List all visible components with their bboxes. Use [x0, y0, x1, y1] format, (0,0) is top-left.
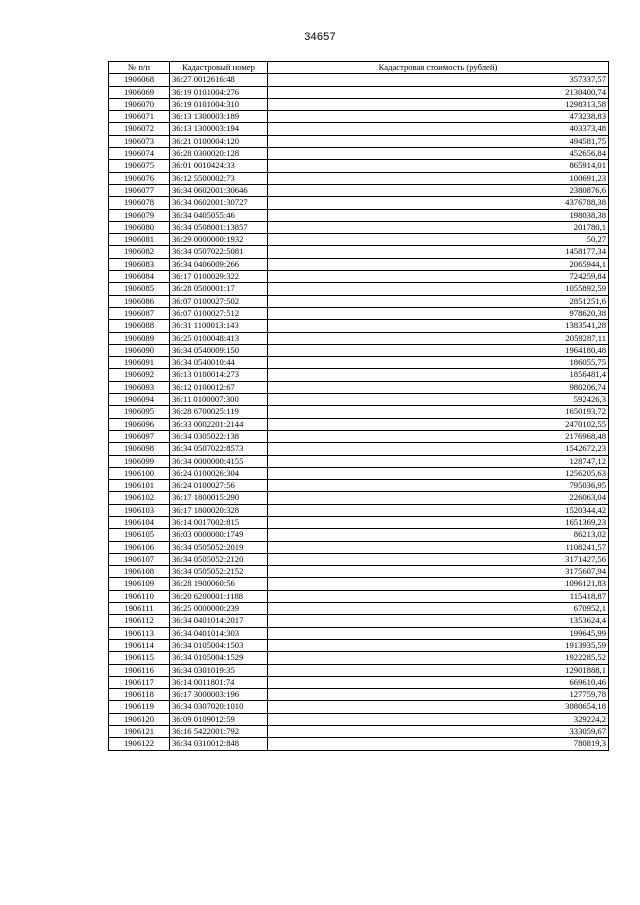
row-cadastral-number: 36:21 0100004:120 [170, 135, 268, 147]
row-cadastral-value: 669610,46 [268, 676, 609, 688]
row-cadastral-value: 1256205,63 [268, 467, 609, 479]
table-row [109, 639, 609, 651]
table-header-row [109, 62, 609, 74]
row-index: 1906099 [109, 455, 170, 467]
row-cadastral-value: 724259,84 [268, 271, 609, 283]
row-index: 1906106 [109, 541, 170, 553]
row-cadastral-value: 1651369,23 [268, 516, 609, 528]
table-row [109, 295, 609, 307]
row-index: 1906073 [109, 135, 170, 147]
table-row [109, 74, 609, 86]
table-row [109, 541, 609, 553]
row-cadastral-value: 4376788,38 [268, 197, 609, 209]
table-row [109, 369, 609, 381]
table-row [109, 320, 609, 332]
table-row [109, 578, 609, 590]
table-row [109, 492, 609, 504]
row-cadastral-number: 36:17 1800020:328 [170, 504, 268, 516]
row-index: 1906078 [109, 197, 170, 209]
row-index: 1906088 [109, 320, 170, 332]
row-cadastral-value: 473238,83 [268, 111, 609, 123]
row-cadastral-number: 36:34 0507022:8573 [170, 443, 268, 455]
table-row [109, 307, 609, 319]
table-row [109, 529, 609, 541]
row-cadastral-number: 36:25 0100048:413 [170, 332, 268, 344]
table-row [109, 430, 609, 442]
table-row [109, 418, 609, 430]
row-cadastral-value: 357337,57 [268, 74, 609, 86]
row-cadastral-value: 1913935,59 [268, 639, 609, 651]
table-row [109, 627, 609, 639]
row-index: 1906070 [109, 98, 170, 110]
row-cadastral-value: 12901888,1 [268, 664, 609, 676]
row-index: 1906071 [109, 111, 170, 123]
row-cadastral-number: 36:19 0101004:276 [170, 86, 268, 98]
table-row [109, 701, 609, 713]
table-row [109, 221, 609, 233]
row-cadastral-value: 3080654,18 [268, 701, 609, 713]
row-index: 1906081 [109, 234, 170, 246]
row-cadastral-value: 186055,75 [268, 357, 609, 369]
row-cadastral-value: 1542672,23 [268, 443, 609, 455]
row-cadastral-value: 199645,99 [268, 627, 609, 639]
row-cadastral-number: 36:34 0307020:1010 [170, 701, 268, 713]
table-row [109, 480, 609, 492]
row-cadastral-number: 36:14 0017002:815 [170, 516, 268, 528]
table-row [109, 566, 609, 578]
row-index: 1906093 [109, 381, 170, 393]
header-cadastral-number: Кадастровый номер [170, 62, 268, 74]
row-index: 1906076 [109, 172, 170, 184]
row-cadastral-number: 36:34 0401014:2017 [170, 615, 268, 627]
row-cadastral-number: 36:34 0305022:138 [170, 430, 268, 442]
table-row [109, 455, 609, 467]
row-index: 1906102 [109, 492, 170, 504]
table-row [109, 738, 609, 750]
row-index: 1906092 [109, 369, 170, 381]
row-cadastral-number: 36:28 0300020:128 [170, 148, 268, 160]
row-index: 1906121 [109, 726, 170, 738]
row-cadastral-number: 36:34 0602001:30646 [170, 184, 268, 196]
row-cadastral-number: 36:11 0100007:300 [170, 394, 268, 406]
row-index: 1906085 [109, 283, 170, 295]
page-number: 34657 [304, 31, 336, 43]
table-row [109, 160, 609, 172]
row-index: 1906118 [109, 689, 170, 701]
row-index: 1906122 [109, 738, 170, 750]
row-cadastral-number: 36:28 6700025:119 [170, 406, 268, 418]
row-cadastral-value: 1055892,59 [268, 283, 609, 295]
table-row [109, 98, 609, 110]
table-row [109, 406, 609, 418]
row-cadastral-number: 36:07 0100027:512 [170, 307, 268, 319]
row-index: 1906069 [109, 86, 170, 98]
row-cadastral-number: 36:07 0100027:502 [170, 295, 268, 307]
row-cadastral-value: 978620,38 [268, 307, 609, 319]
row-cadastral-value: 670952,1 [268, 603, 609, 615]
row-index: 1906072 [109, 123, 170, 135]
row-cadastral-number: 36:28 1900060:56 [170, 578, 268, 590]
table-row [109, 467, 609, 479]
row-index: 1906109 [109, 578, 170, 590]
table-row [109, 676, 609, 688]
table-row [109, 615, 609, 627]
row-cadastral-value: 1353624,4 [268, 615, 609, 627]
row-cadastral-value: 1108241,57 [268, 541, 609, 553]
row-cadastral-number: 36:28 0500001:17 [170, 283, 268, 295]
row-cadastral-value: 127759,78 [268, 689, 609, 701]
row-cadastral-number: 36:34 0406009:266 [170, 258, 268, 270]
row-cadastral-value: 1298313,58 [268, 98, 609, 110]
row-cadastral-value: 1520344,42 [268, 504, 609, 516]
table-row [109, 271, 609, 283]
row-cadastral-number: 36:34 0602001:30727 [170, 197, 268, 209]
table-row [109, 689, 609, 701]
header-cadastral-value: Кадастровая стоимость (рублей) [268, 62, 609, 74]
table-row [109, 86, 609, 98]
row-cadastral-number: 36:34 0505052:2019 [170, 541, 268, 553]
row-index: 1906095 [109, 406, 170, 418]
row-index: 1906119 [109, 701, 170, 713]
row-cadastral-value: 2130400,74 [268, 86, 609, 98]
table-row [109, 283, 609, 295]
table-row [109, 381, 609, 393]
row-cadastral-number: 36:34 0540010:44 [170, 357, 268, 369]
table-row [109, 652, 609, 664]
row-index: 1906110 [109, 590, 170, 602]
table-row [109, 246, 609, 258]
row-cadastral-number: 36:03 0000000:1749 [170, 529, 268, 541]
row-cadastral-value: 50,27 [268, 234, 609, 246]
row-index: 1906083 [109, 258, 170, 270]
table-row [109, 123, 609, 135]
row-cadastral-value: 403373,48 [268, 123, 609, 135]
row-cadastral-number: 36:17 3000003:196 [170, 689, 268, 701]
table-row [109, 172, 609, 184]
row-index: 1906111 [109, 603, 170, 615]
row-cadastral-number: 36:34 0301019:35 [170, 664, 268, 676]
row-cadastral-value: 1964180,48 [268, 344, 609, 356]
row-index: 1906115 [109, 652, 170, 664]
row-index: 1906117 [109, 676, 170, 688]
row-cadastral-number: 36:16 5422001:792 [170, 726, 268, 738]
row-index: 1906100 [109, 467, 170, 479]
row-cadastral-value: 980206,74 [268, 381, 609, 393]
table-row [109, 713, 609, 725]
row-index: 1906074 [109, 148, 170, 160]
row-cadastral-value: 333059,67 [268, 726, 609, 738]
table-row [109, 111, 609, 123]
table-row [109, 148, 609, 160]
row-cadastral-number: 36:34 0401014:303 [170, 627, 268, 639]
row-index: 1906104 [109, 516, 170, 528]
row-cadastral-value: 2059287,11 [268, 332, 609, 344]
row-index: 1906086 [109, 295, 170, 307]
row-index: 1906116 [109, 664, 170, 676]
table-row [109, 357, 609, 369]
table-row [109, 726, 609, 738]
table-row [109, 443, 609, 455]
table-row [109, 184, 609, 196]
row-cadastral-value: 2380876,6 [268, 184, 609, 196]
row-cadastral-value: 795036,95 [268, 480, 609, 492]
row-cadastral-value: 1922285,52 [268, 652, 609, 664]
row-cadastral-value: 329224,2 [268, 713, 609, 725]
row-cadastral-number: 36:31 1100013:143 [170, 320, 268, 332]
row-cadastral-value: 865914,01 [268, 160, 609, 172]
row-cadastral-number: 36:34 0105004:1529 [170, 652, 268, 664]
row-cadastral-value: 592426,3 [268, 394, 609, 406]
row-index: 1906089 [109, 332, 170, 344]
row-index: 1906107 [109, 553, 170, 565]
header-index: № п/п [109, 62, 170, 74]
table-row [109, 332, 609, 344]
row-cadastral-number: 36:34 0105004:1503 [170, 639, 268, 651]
table-row [109, 197, 609, 209]
row-index: 1906094 [109, 394, 170, 406]
row-cadastral-number: 36:12 5500002:73 [170, 172, 268, 184]
row-index: 1906090 [109, 344, 170, 356]
table-row [109, 504, 609, 516]
row-index: 1906080 [109, 221, 170, 233]
row-cadastral-value: 780819,3 [268, 738, 609, 750]
row-cadastral-number: 36:01 0010424:33 [170, 160, 268, 172]
row-cadastral-value: 128747,12 [268, 455, 609, 467]
table-row [109, 234, 609, 246]
row-index: 1906096 [109, 418, 170, 430]
row-cadastral-number: 36:13 1300003:194 [170, 123, 268, 135]
row-index: 1906084 [109, 271, 170, 283]
row-cadastral-number: 36:20 6200001:1188 [170, 590, 268, 602]
row-cadastral-number: 36:19 0101004:310 [170, 98, 268, 110]
table-body [109, 74, 609, 750]
row-cadastral-number: 36:12 0100012:67 [170, 381, 268, 393]
cadastral-value-table [108, 61, 609, 751]
row-cadastral-value: 1096121,83 [268, 578, 609, 590]
row-cadastral-number: 36:14 0011801:74 [170, 676, 268, 688]
row-cadastral-value: 3171427,56 [268, 553, 609, 565]
row-index: 1906120 [109, 713, 170, 725]
row-cadastral-number: 36:17 0100029:322 [170, 271, 268, 283]
row-index: 1906091 [109, 357, 170, 369]
table-row [109, 516, 609, 528]
row-cadastral-value: 452656,84 [268, 148, 609, 160]
row-cadastral-value: 198038,38 [268, 209, 609, 221]
table-row [109, 135, 609, 147]
table-row [109, 553, 609, 565]
row-cadastral-number: 36:34 0505052:2120 [170, 553, 268, 565]
row-index: 1906113 [109, 627, 170, 639]
row-cadastral-number: 36:34 0310012:848 [170, 738, 268, 750]
row-index: 1906082 [109, 246, 170, 258]
row-index: 1906108 [109, 566, 170, 578]
table-row [109, 590, 609, 602]
row-index: 1906097 [109, 430, 170, 442]
row-cadastral-number: 36:17 1800015:290 [170, 492, 268, 504]
row-cadastral-value: 494581,75 [268, 135, 609, 147]
table-row [109, 664, 609, 676]
row-cadastral-value: 115418,87 [268, 590, 609, 602]
row-index: 1906068 [109, 74, 170, 86]
row-index: 1906103 [109, 504, 170, 516]
row-cadastral-value: 2851251,6 [268, 295, 609, 307]
row-cadastral-number: 36:34 0507022:5081 [170, 246, 268, 258]
row-index: 1906079 [109, 209, 170, 221]
row-cadastral-number: 36:09 0109012:59 [170, 713, 268, 725]
row-index: 1906077 [109, 184, 170, 196]
row-cadastral-number: 36:25 0000000:239 [170, 603, 268, 615]
table-row [109, 258, 609, 270]
table-row [109, 344, 609, 356]
row-cadastral-value: 2470102,55 [268, 418, 609, 430]
row-index: 1906105 [109, 529, 170, 541]
row-cadastral-value: 2176968,48 [268, 430, 609, 442]
row-cadastral-number: 36:34 0508001:13857 [170, 221, 268, 233]
table-row [109, 209, 609, 221]
row-cadastral-number: 36:34 0540009:150 [170, 344, 268, 356]
row-cadastral-number: 36:24 0100027:56 [170, 480, 268, 492]
row-cadastral-value: 100691,23 [268, 172, 609, 184]
row-index: 1906101 [109, 480, 170, 492]
row-cadastral-number: 36:34 0405055:46 [170, 209, 268, 221]
row-cadastral-number: 36:13 1300003:189 [170, 111, 268, 123]
row-cadastral-number: 36:33 0002201:2144 [170, 418, 268, 430]
table-row [109, 394, 609, 406]
row-index: 1906087 [109, 307, 170, 319]
row-cadastral-value: 86213,02 [268, 529, 609, 541]
row-cadastral-number: 36:13 0100014:273 [170, 369, 268, 381]
row-cadastral-value: 2065944,1 [268, 258, 609, 270]
row-cadastral-value: 1458177,34 [268, 246, 609, 258]
row-cadastral-value: 201780,1 [268, 221, 609, 233]
row-index: 1906114 [109, 639, 170, 651]
row-cadastral-value: 1856481,4 [268, 369, 609, 381]
row-cadastral-number: 36:27 0012616:48 [170, 74, 268, 86]
row-cadastral-number: 36:29 0000000:1932 [170, 234, 268, 246]
row-cadastral-value: 3175607,94 [268, 566, 609, 578]
row-index: 1906098 [109, 443, 170, 455]
row-index: 1906075 [109, 160, 170, 172]
row-cadastral-number: 36:24 0100026:304 [170, 467, 268, 479]
row-index: 1906112 [109, 615, 170, 627]
row-cadastral-value: 1383541,28 [268, 320, 609, 332]
row-cadastral-number: 36:34 0000000:4155 [170, 455, 268, 467]
row-cadastral-number: 36:34 0505052:2152 [170, 566, 268, 578]
row-cadastral-value: 1650193,72 [268, 406, 609, 418]
row-cadastral-value: 226063,04 [268, 492, 609, 504]
table-row [109, 603, 609, 615]
